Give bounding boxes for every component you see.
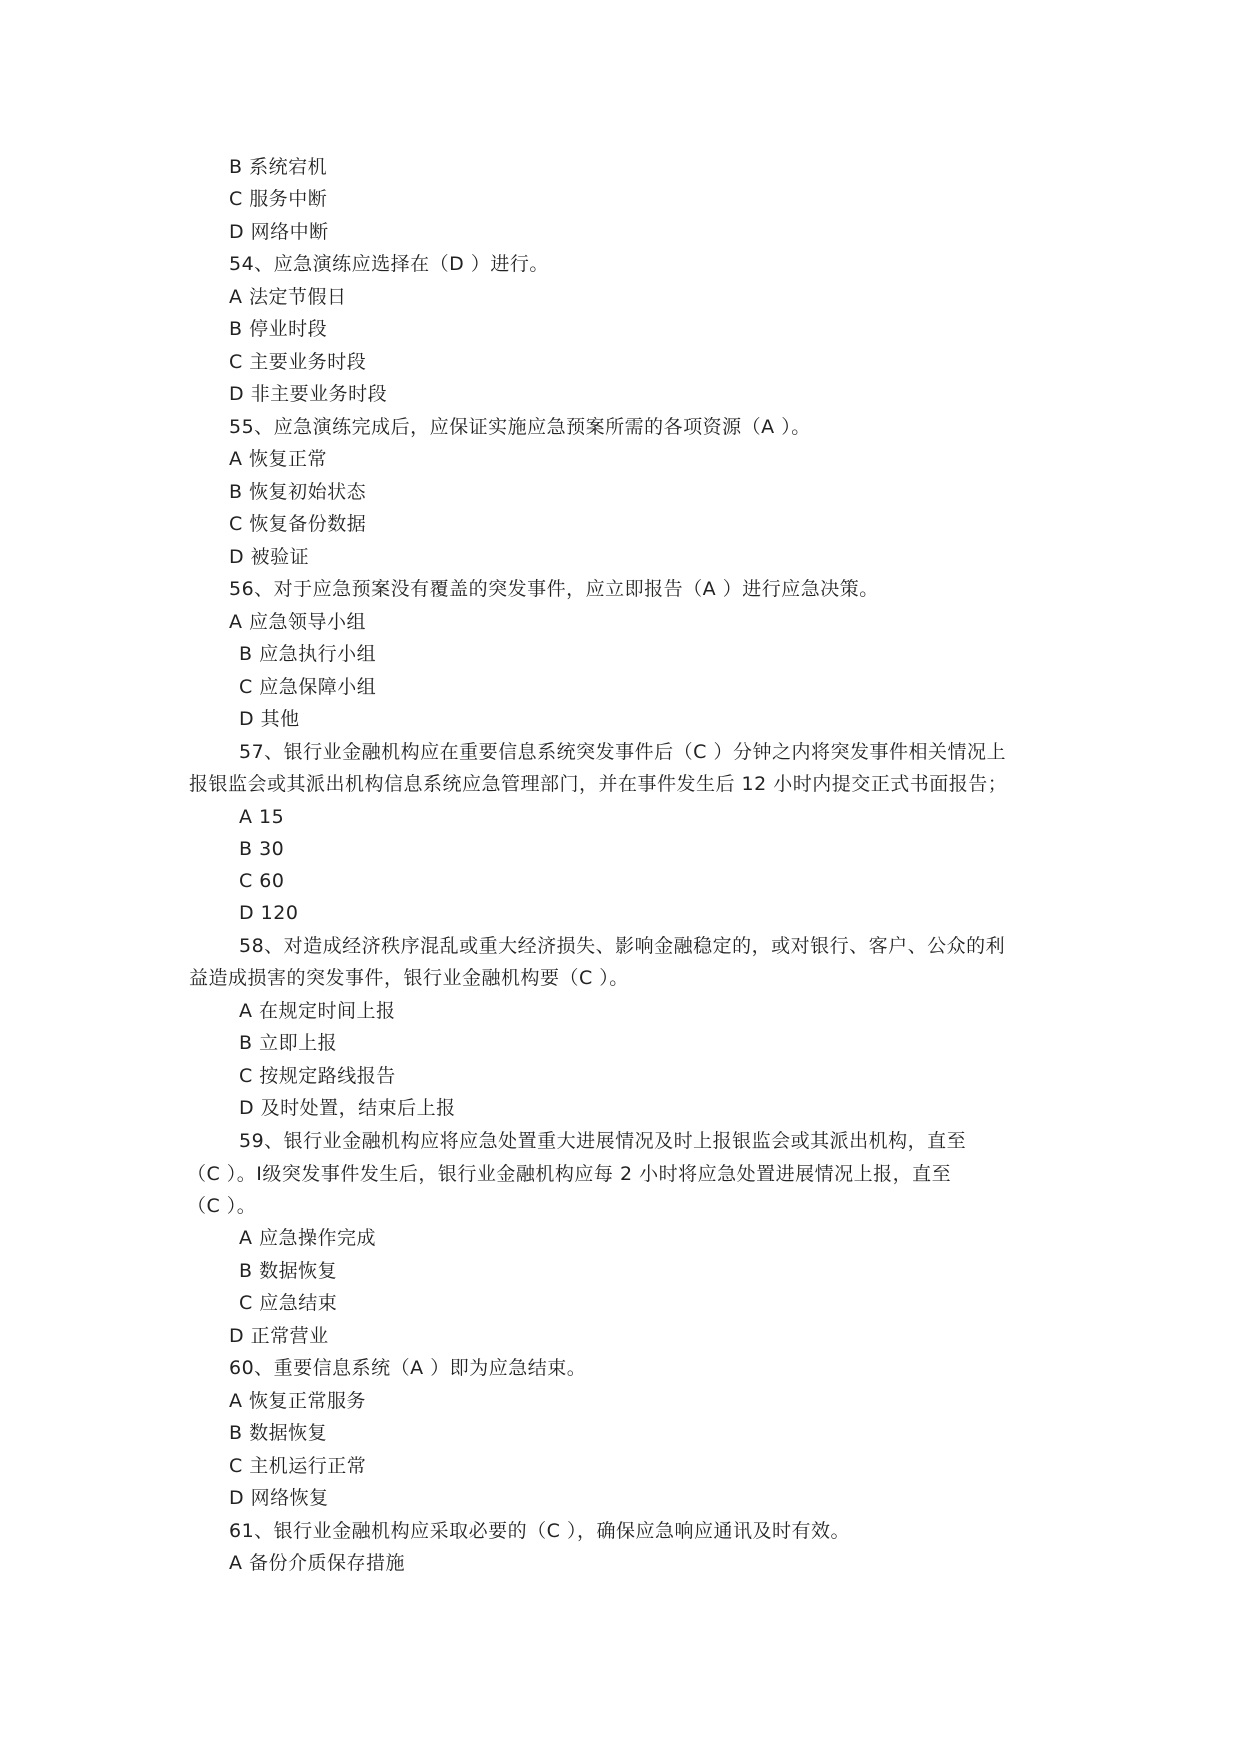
option-line: B 数据恢复 (229, 1422, 328, 1444)
option-line: C 主要业务时段 (229, 351, 367, 373)
option-line: A 应急领导小组 (229, 611, 367, 633)
option-line: C 应急结束 (239, 1292, 338, 1314)
option-line: D 其他 (239, 708, 300, 730)
option-line: A 法定节假日 (229, 286, 347, 308)
question-line: 55、应急演练完成后，应保证实施应急预案所需的各项资源（A ）。 (229, 416, 811, 438)
question-line: 57、银行业金融机构应在重要信息系统突发事件后（C ）分钟之内将突发事件相关情况上 (239, 741, 1006, 763)
option-line: C 主机运行正常 (229, 1455, 367, 1477)
option-line: D 网络中断 (229, 221, 329, 243)
option-line: C 服务中断 (229, 188, 328, 210)
option-line: C 恢复备份数据 (229, 513, 367, 535)
question-line: 56、对于应急预案没有覆盖的突发事件，应立即报告（A ）进行应急决策。 (229, 578, 879, 600)
question-line: 益造成损害的突发事件，银行业金融机构要（C ）。 (189, 967, 629, 989)
question-line: 报银监会或其派出机构信息系统应急管理部门，并在事件发生后 12 小时内提交正式书面报告； (189, 773, 1008, 795)
option-line: D 正常营业 (229, 1325, 329, 1347)
option-line: B 30 (239, 838, 285, 860)
option-line: B 立即上报 (239, 1032, 338, 1054)
option-line: D 及时处置，结束后上报 (239, 1097, 456, 1119)
option-line: D 被验证 (229, 546, 310, 568)
option-line: B 数据恢复 (239, 1260, 338, 1282)
option-line: A 15 (239, 806, 285, 828)
option-line: D 网络恢复 (229, 1487, 329, 1509)
option-line: A 备份介质保存措施 (229, 1552, 406, 1574)
option-line: C 应急保障小组 (239, 676, 377, 698)
option-line: D 120 (239, 902, 299, 924)
option-line: A 应急操作完成 (239, 1227, 377, 1249)
question-line: 59、银行业金融机构应将应急处置重大进展情况及时上报银监会或其派出机构，直至 (239, 1130, 967, 1152)
option-line: D 非主要业务时段 (229, 383, 388, 405)
option-line: A 恢复正常服务 (229, 1390, 367, 1412)
question-line: （C ）。 (187, 1195, 257, 1217)
option-line: A 恢复正常 (229, 448, 328, 470)
question-line: 54、应急演练应选择在（D ）进行。 (229, 253, 549, 275)
option-line: B 停业时段 (229, 318, 328, 340)
question-line: 60、重要信息系统（A ）即为应急结束。 (229, 1357, 587, 1379)
option-line: B 恢复初始状态 (229, 481, 367, 503)
question-line: 61、银行业金融机构应采取必要的（C ），确保应急响应通讯及时有效。 (229, 1520, 850, 1542)
option-line: B 系统宕机 (229, 156, 328, 178)
question-line: （C ）。Ⅰ级突发事件发生后，银行业金融机构应每 2 小时将应急处置进展情况上报，直至 (187, 1163, 952, 1185)
option-line: B 应急执行小组 (239, 643, 377, 665)
question-line: 58、对造成经济秩序混乱或重大经济损失、影响金融稳定的，或对银行、客户、公众的利 (239, 935, 1006, 957)
option-line: C 60 (239, 870, 285, 892)
option-line: C 按规定路线报告 (239, 1065, 396, 1087)
option-line: A 在规定时间上报 (239, 1000, 396, 1022)
